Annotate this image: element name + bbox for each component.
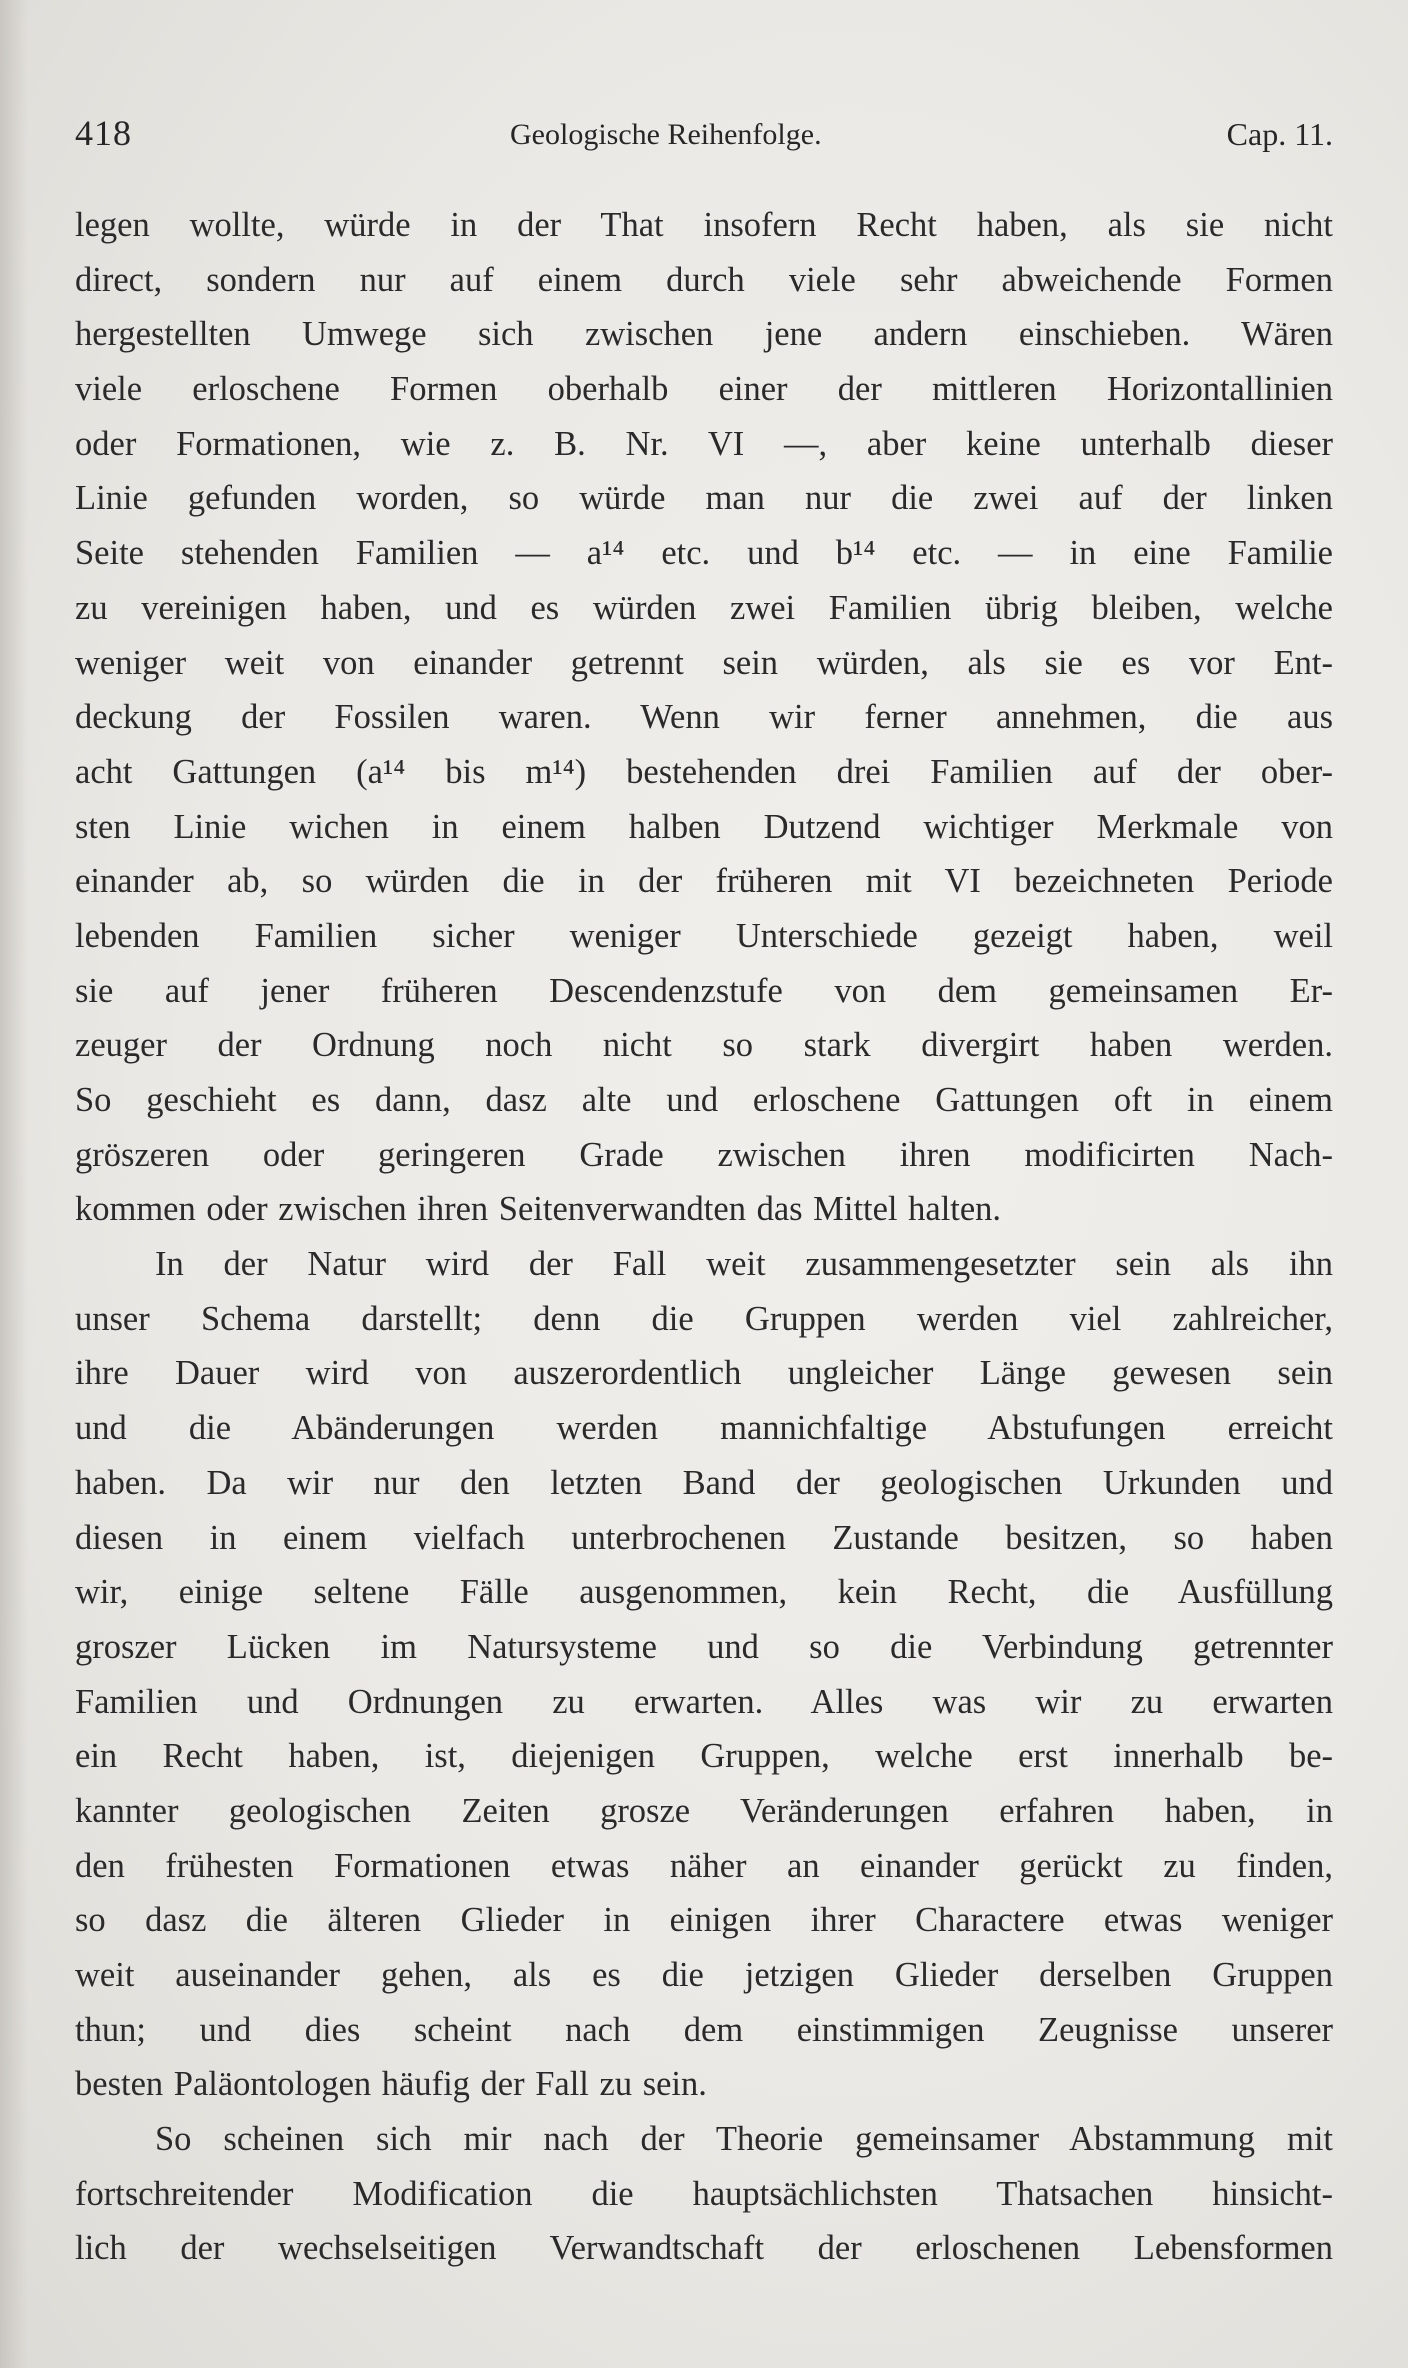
text-line: wir, einige seltene Fälle ausgenommen, kein Recht, die Ausfüllung <box>75 1573 1333 1612</box>
text-line: legen wollte, würde in der That insofern Recht haben, als sie nicht <box>75 206 1333 244</box>
text-line: fortschreitender Modification die hauptsächlichsten Thatsachen hinsicht- <box>75 2174 1333 2213</box>
text-line: kannter geologischen Zeiten grosze Veränderungen erfahren haben, in <box>75 1791 1333 1830</box>
page-number: 418 <box>75 113 132 153</box>
text-line: sie auf jener früheren Descendenzstufe von dem gemeinsamen Er- <box>75 971 1333 1010</box>
text-line: direct, sondern nur auf einem durch viele sehr abweichende Formen <box>75 260 1333 299</box>
text-line: lich der wechselseitigen Verwandtschaft der erloschenen Lebensformen <box>75 2229 1333 2268</box>
running-title: Geologische Reihenfolge. <box>510 118 822 151</box>
text-line: Familien und Ordnungen zu erwarten. Alles was wir zu erwarten <box>75 1682 1333 1721</box>
text-line: zu vereinigen haben, und es würden zwei Familien übrig bleiben, welche <box>75 588 1333 627</box>
body-text <box>75 198 1333 2276</box>
text-line: haben. Da wir nur den letzten Band der geologischen Urkunden und <box>75 1463 1333 1502</box>
text-line: ihre Dauer wird von auszerordentlich ungleicher Länge gewesen sein <box>75 1354 1333 1393</box>
text-line: So geschieht es dann, dasz alte und erloschene Gattungen oft in einem <box>75 1081 1333 1119</box>
text-line: weniger weit von einander getrennt sein würden, als sie es vor Ent- <box>75 643 1333 682</box>
text-line: lebenden Familien sicher weniger Unterschiede gezeigt haben, weil <box>75 916 1333 955</box>
text-line: In der Natur wird der Fall weit zusammengesetzter sein als ihn <box>155 1245 1333 1284</box>
page-header <box>75 112 1333 162</box>
text-line: und die Abänderungen werden mannichfaltige Abstufungen erreicht <box>75 1409 1333 1448</box>
text-line: thun; und dies scheint nach dem einstimmigen Zeugnisse unserer <box>75 2010 1333 2049</box>
text-line: unser Schema darstellt; denn die Gruppen werden viel zahlreicher, <box>75 1299 1333 1338</box>
chapter-label: Cap. 11. <box>1226 116 1333 152</box>
text-line: Seite stehenden Familien — a¹⁴ etc. und b¹⁴ etc. — in eine Familie <box>75 534 1333 573</box>
text-line: einander ab, so würden die in der früheren mit VI bezeichneten Periode <box>75 862 1333 901</box>
text-line: acht Gattungen (a¹⁴ bis m¹⁴) bestehenden drei Familien auf der ober- <box>75 752 1333 791</box>
text-line: oder Formationen, wie z. B. Nr. VI —, aber keine unterhalb dieser <box>75 424 1333 463</box>
text-line: zeuger der Ordnung noch nicht so stark divergirt haben werden. <box>75 1026 1333 1065</box>
text-line: besten Paläontologen häufig der Fall zu sein. <box>75 2065 707 2104</box>
text-line: groszer Lücken im Natursysteme und so die Verbindung getrennter <box>75 1627 1333 1666</box>
text-line: ein Recht haben, ist, diejenigen Gruppen, welche erst innerhalb be- <box>75 1737 1333 1776</box>
text-line: den frühesten Formationen etwas näher an einander gerückt zu finden, <box>75 1846 1333 1885</box>
text-line: Linie gefunden worden, so würde man nur die zwei auf der linken <box>75 479 1333 518</box>
text-line: deckung der Fossilen waren. Wenn wir ferner annehmen, die aus <box>75 698 1333 737</box>
text-line: sten Linie wichen in einem halben Dutzend wichtiger Merkmale von <box>75 807 1333 846</box>
text-line: hergestellten Umwege sich zwischen jene andern einschieben. Wären <box>75 315 1333 354</box>
text-line: weit auseinander gehen, als es die jetzigen Glieder derselben Gruppen <box>75 1956 1333 1994</box>
text-line: kommen oder zwischen ihren Seitenverwandten das Mittel halten. <box>75 1190 1002 1229</box>
text-line: so dasz die älteren Glieder in einigen ihrer Charactere etwas weniger <box>75 1901 1333 1940</box>
text-line: So scheinen sich mir nach der Theorie gemeinsamer Abstammung mit <box>155 2120 1333 2159</box>
text-line: diesen in einem vielfach unterbrochenen Zustande besitzen, so haben <box>75 1518 1333 1557</box>
text-line: viele erloschene Formen oberhalb einer der mittleren Horizontallinien <box>75 370 1333 409</box>
text-line: gröszeren oder geringeren Grade zwischen ihren modificirten Nach- <box>75 1135 1333 1174</box>
